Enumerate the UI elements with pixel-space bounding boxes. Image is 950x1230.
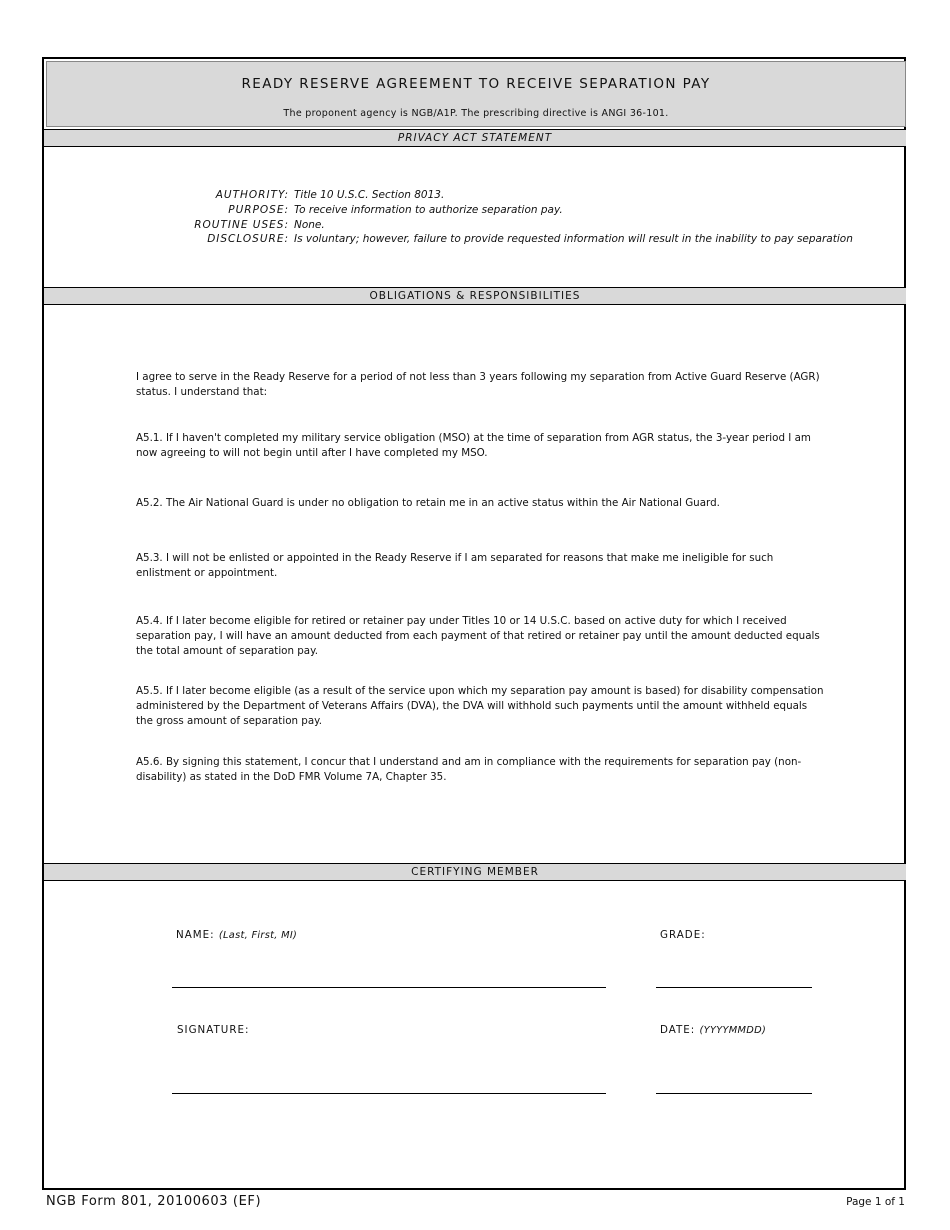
grade-field[interactable] — [656, 987, 812, 988]
date-label — [660, 1024, 766, 1036]
name-label-text: NAME: — [176, 929, 215, 941]
date-field[interactable] — [656, 1093, 812, 1094]
obligation-a5-5: A5.5. If I later become eligible (as a result of the service upon which my separation pay amount is based) for disability compensation administered by the Department of Veterans Affairs (DVA), the DVA will withhold such payments until the amount withheld equals the gross amount of separation pay. — [136, 685, 824, 727]
signature-label: SIGNATURE: — [177, 1024, 250, 1036]
obligation-a5-2: A5.2. The Air National Guard is under no obligation to retain me in an active status within the Air National Guard. — [136, 497, 720, 509]
form-frame — [42, 57, 906, 1190]
form-subtitle: The proponent agency is NGB/A1P. The prescribing directive is ANGI 36-101. — [283, 108, 669, 119]
disclosure-value: Is voluntary; however, failure to provide requested information will result in the inability to pay separation — [294, 233, 853, 245]
name-hint: (Last, First, MI) — [218, 930, 298, 941]
purpose-value: To receive information to authorize separation pay. — [294, 204, 563, 216]
obligations-section-header: OBLIGATIONS & RESPONSIBILITIES — [44, 287, 906, 305]
date-hint: (YYYYMMDD) — [699, 1025, 767, 1036]
routine-uses-label: ROUTINE USES: — [194, 219, 289, 231]
obligation-a5-1: A5.1. If I haven't completed my military service obligation (MSO) at the time of separation from AGR status, the 3-year period I am now agreeing to will not begin until after I have completed my MSO. — [136, 432, 811, 459]
routine-uses-value: None. — [294, 219, 325, 231]
authority-label: AUTHORITY: — [215, 189, 289, 201]
authority-value: Title 10 U.S.C. Section 8013. — [294, 189, 445, 201]
obligation-a5-4: A5.4. If I later become eligible for retired or retainer pay under Titles 10 or 14 U.S.C. based on active duty for which I received separation pay, I will have an amount deducted from each payment of that retired or retainer pay until the amount deducted equals the total amount of separation pay. — [136, 615, 820, 657]
name-field[interactable] — [172, 987, 606, 988]
privacy-section-header: PRIVACY ACT STATEMENT — [44, 129, 906, 147]
obligation-a5-3: A5.3. I will not be enlisted or appointed in the Ready Reserve if I am separated for reasons that make me ineligible for such enlistment or appointment. — [136, 552, 774, 579]
page-number: Page 1 of 1 — [846, 1196, 905, 1208]
signature-field[interactable] — [172, 1093, 606, 1094]
form-header — [46, 61, 906, 127]
grade-label: GRADE: — [660, 929, 706, 941]
obligation-a5-6: A5.6. By signing this statement, I concur that I understand and am in compliance with the requirements for separation pay (non-disability) as stated in the DoD FMR Volume 7A, Chapter 35. — [136, 756, 802, 783]
name-label — [176, 929, 297, 941]
obligations-intro: I agree to serve in the Ready Reserve for a period of not less than 3 years following my separation from Active Guard Reserve (AGR) status. I understand that: — [136, 371, 820, 398]
form-number: NGB Form 801, 20100603 (EF) — [46, 1194, 262, 1209]
form-title: READY RESERVE AGREEMENT TO RECEIVE SEPARATION PAY — [241, 76, 711, 92]
date-label-text: DATE: — [660, 1024, 696, 1036]
disclosure-label: DISCLOSURE: — [207, 233, 289, 245]
certifying-section-header: CERTIFYING MEMBER — [44, 863, 906, 881]
purpose-label: PURPOSE: — [228, 204, 289, 216]
